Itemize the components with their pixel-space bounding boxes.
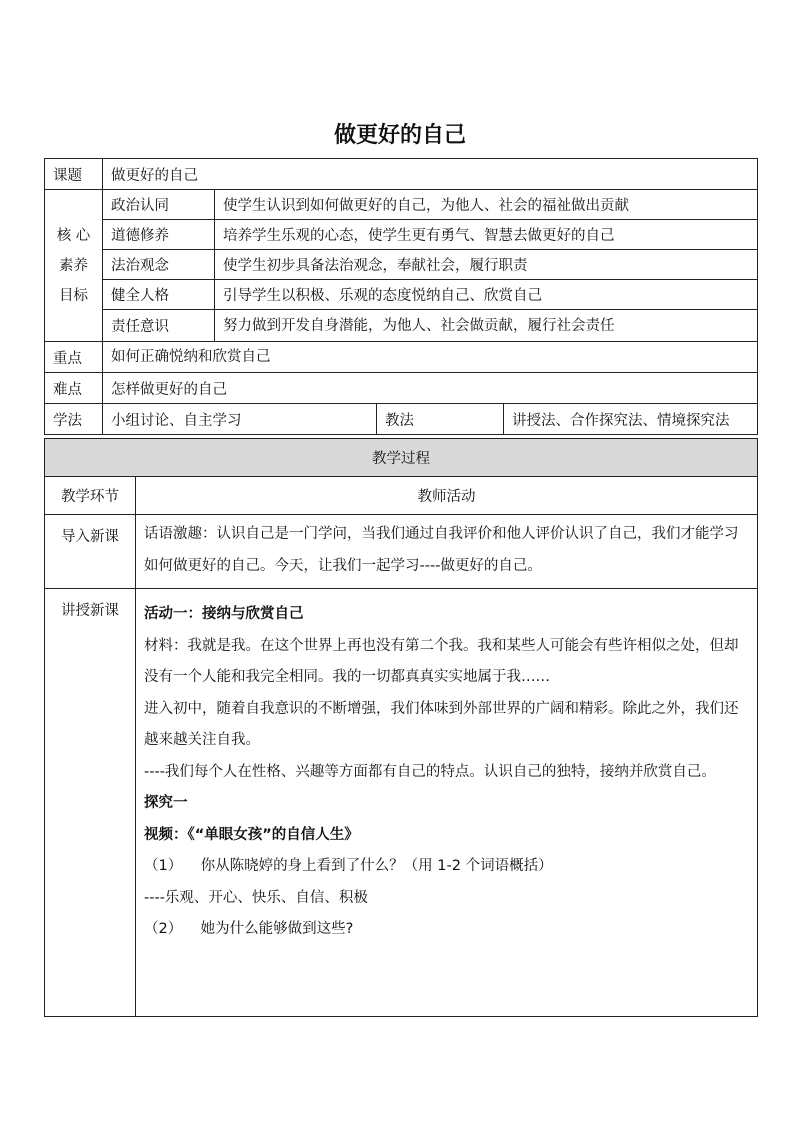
method-row [45,404,758,435]
core-goal-desc: 引导学生以积极、乐观的态度悦纳自己、欣赏自己 [215,280,758,310]
process-header-row [45,477,758,515]
core-goal-row [45,250,758,280]
difficulty-value: 怎样做更好的自己 [103,373,758,404]
stage-column-header: 教学环节 [45,477,136,515]
explore-title: 探究一 [144,795,188,811]
core-goal-name: 法治观念 [103,250,215,280]
core-goal-name: 责任意识 [103,310,215,342]
study-method-label: 学法 [45,404,103,435]
topic-row [45,159,758,190]
video-title: 视频：《“单眼女孩”的自信人生》 [144,826,359,843]
core-goal-desc: 培养学生乐观的心态，使学生更有勇气、智慧去做更好的自己 [215,220,758,250]
topic-label: 课题 [45,159,103,190]
question-text: 你从陈晓婷的身上看到了什么？（用 1-2 个词语概括） [200,858,553,874]
lesson-info-table [44,158,758,435]
key-point-row [45,342,758,373]
teaching-process-table [44,438,758,1017]
question-text: 她为什么能够做到这些? [200,921,354,937]
lecture-row [45,589,758,1017]
lecture-label: 讲授新课 [45,589,136,1017]
process-title: 教学过程 [45,439,758,477]
core-goal-row [45,280,758,310]
question-2 [144,914,749,946]
topic-value: 做更好的自己 [103,159,758,190]
core-goal-row [45,310,758,342]
answer-1: ----乐观、开心、快乐、自信、积极 [144,889,368,906]
core-goal-desc: 努力做到开发自身潜能，为他人、社会做贡献，履行社会责任 [215,310,758,342]
core-goal-row [45,190,758,220]
question-1 [144,851,749,883]
process-title-row [45,439,758,477]
lecture-content [136,589,758,1017]
core-goal-name: 政治认同 [103,190,215,220]
core-goal-name: 健全人格 [103,280,215,310]
core-goal-row [45,220,758,250]
study-method-value: 小组讨论、自主学习 [103,404,377,435]
intro-label: 导入新课 [45,515,136,589]
activity-column-header: 教师活动 [136,477,758,515]
core-goal-desc: 使学生初步具备法治观念，奉献社会，履行职责 [215,250,758,280]
teach-method-value: 讲授法、合作探究法、情境探究法 [504,404,758,435]
core-goal-label-line: 素养 [59,257,88,274]
lecture-paragraph: 进入初中，随着自我意识的不断增强，我们体味到外部世界的广阔和精彩。除此之外，我们还越来越关注自我。 [144,700,739,748]
difficulty-label: 难点 [45,373,103,404]
teach-method-label: 教法 [377,404,504,435]
question-number: （1） [144,858,183,874]
key-point-label: 重点 [45,342,103,373]
page-title: 做更好的自己 [333,123,466,148]
core-goal-label [45,190,103,342]
intro-row [45,515,758,589]
difficulty-row [45,373,758,404]
lecture-paragraph: ----我们每个人在性格、兴趣等方面都有自己的特点。认识自己的独特，接纳并欣赏自己。 [144,763,716,780]
core-goal-name: 道德修养 [103,220,215,250]
material-paragraph: 材料：我就是我。在这个世界上再也没有第二个我。我和某些人可能会有些许相似之处，但却没有一个人能和我完全相同。我的一切都真真实实地属于我…… [144,637,739,685]
core-goal-desc: 使学生认识到如何做更好的自己，为他人、社会的福祉做出贡献 [215,190,758,220]
key-point-value: 如何正确悦纳和欣赏自己 [103,342,758,373]
core-goal-label-line: 核 心 [56,227,91,244]
question-number: （2） [144,921,183,937]
activity-title: 活动一：接纳与欣赏自己 [144,606,304,622]
core-goal-label-line: 目标 [59,287,88,304]
intro-text: 话语激趣：认识自己是一门学问，当我们通过自我评价和他人评价认识了自己，我们才能学习如何做更好的自己。今天，让我们一起学习----做更好的自己。 [136,515,758,589]
